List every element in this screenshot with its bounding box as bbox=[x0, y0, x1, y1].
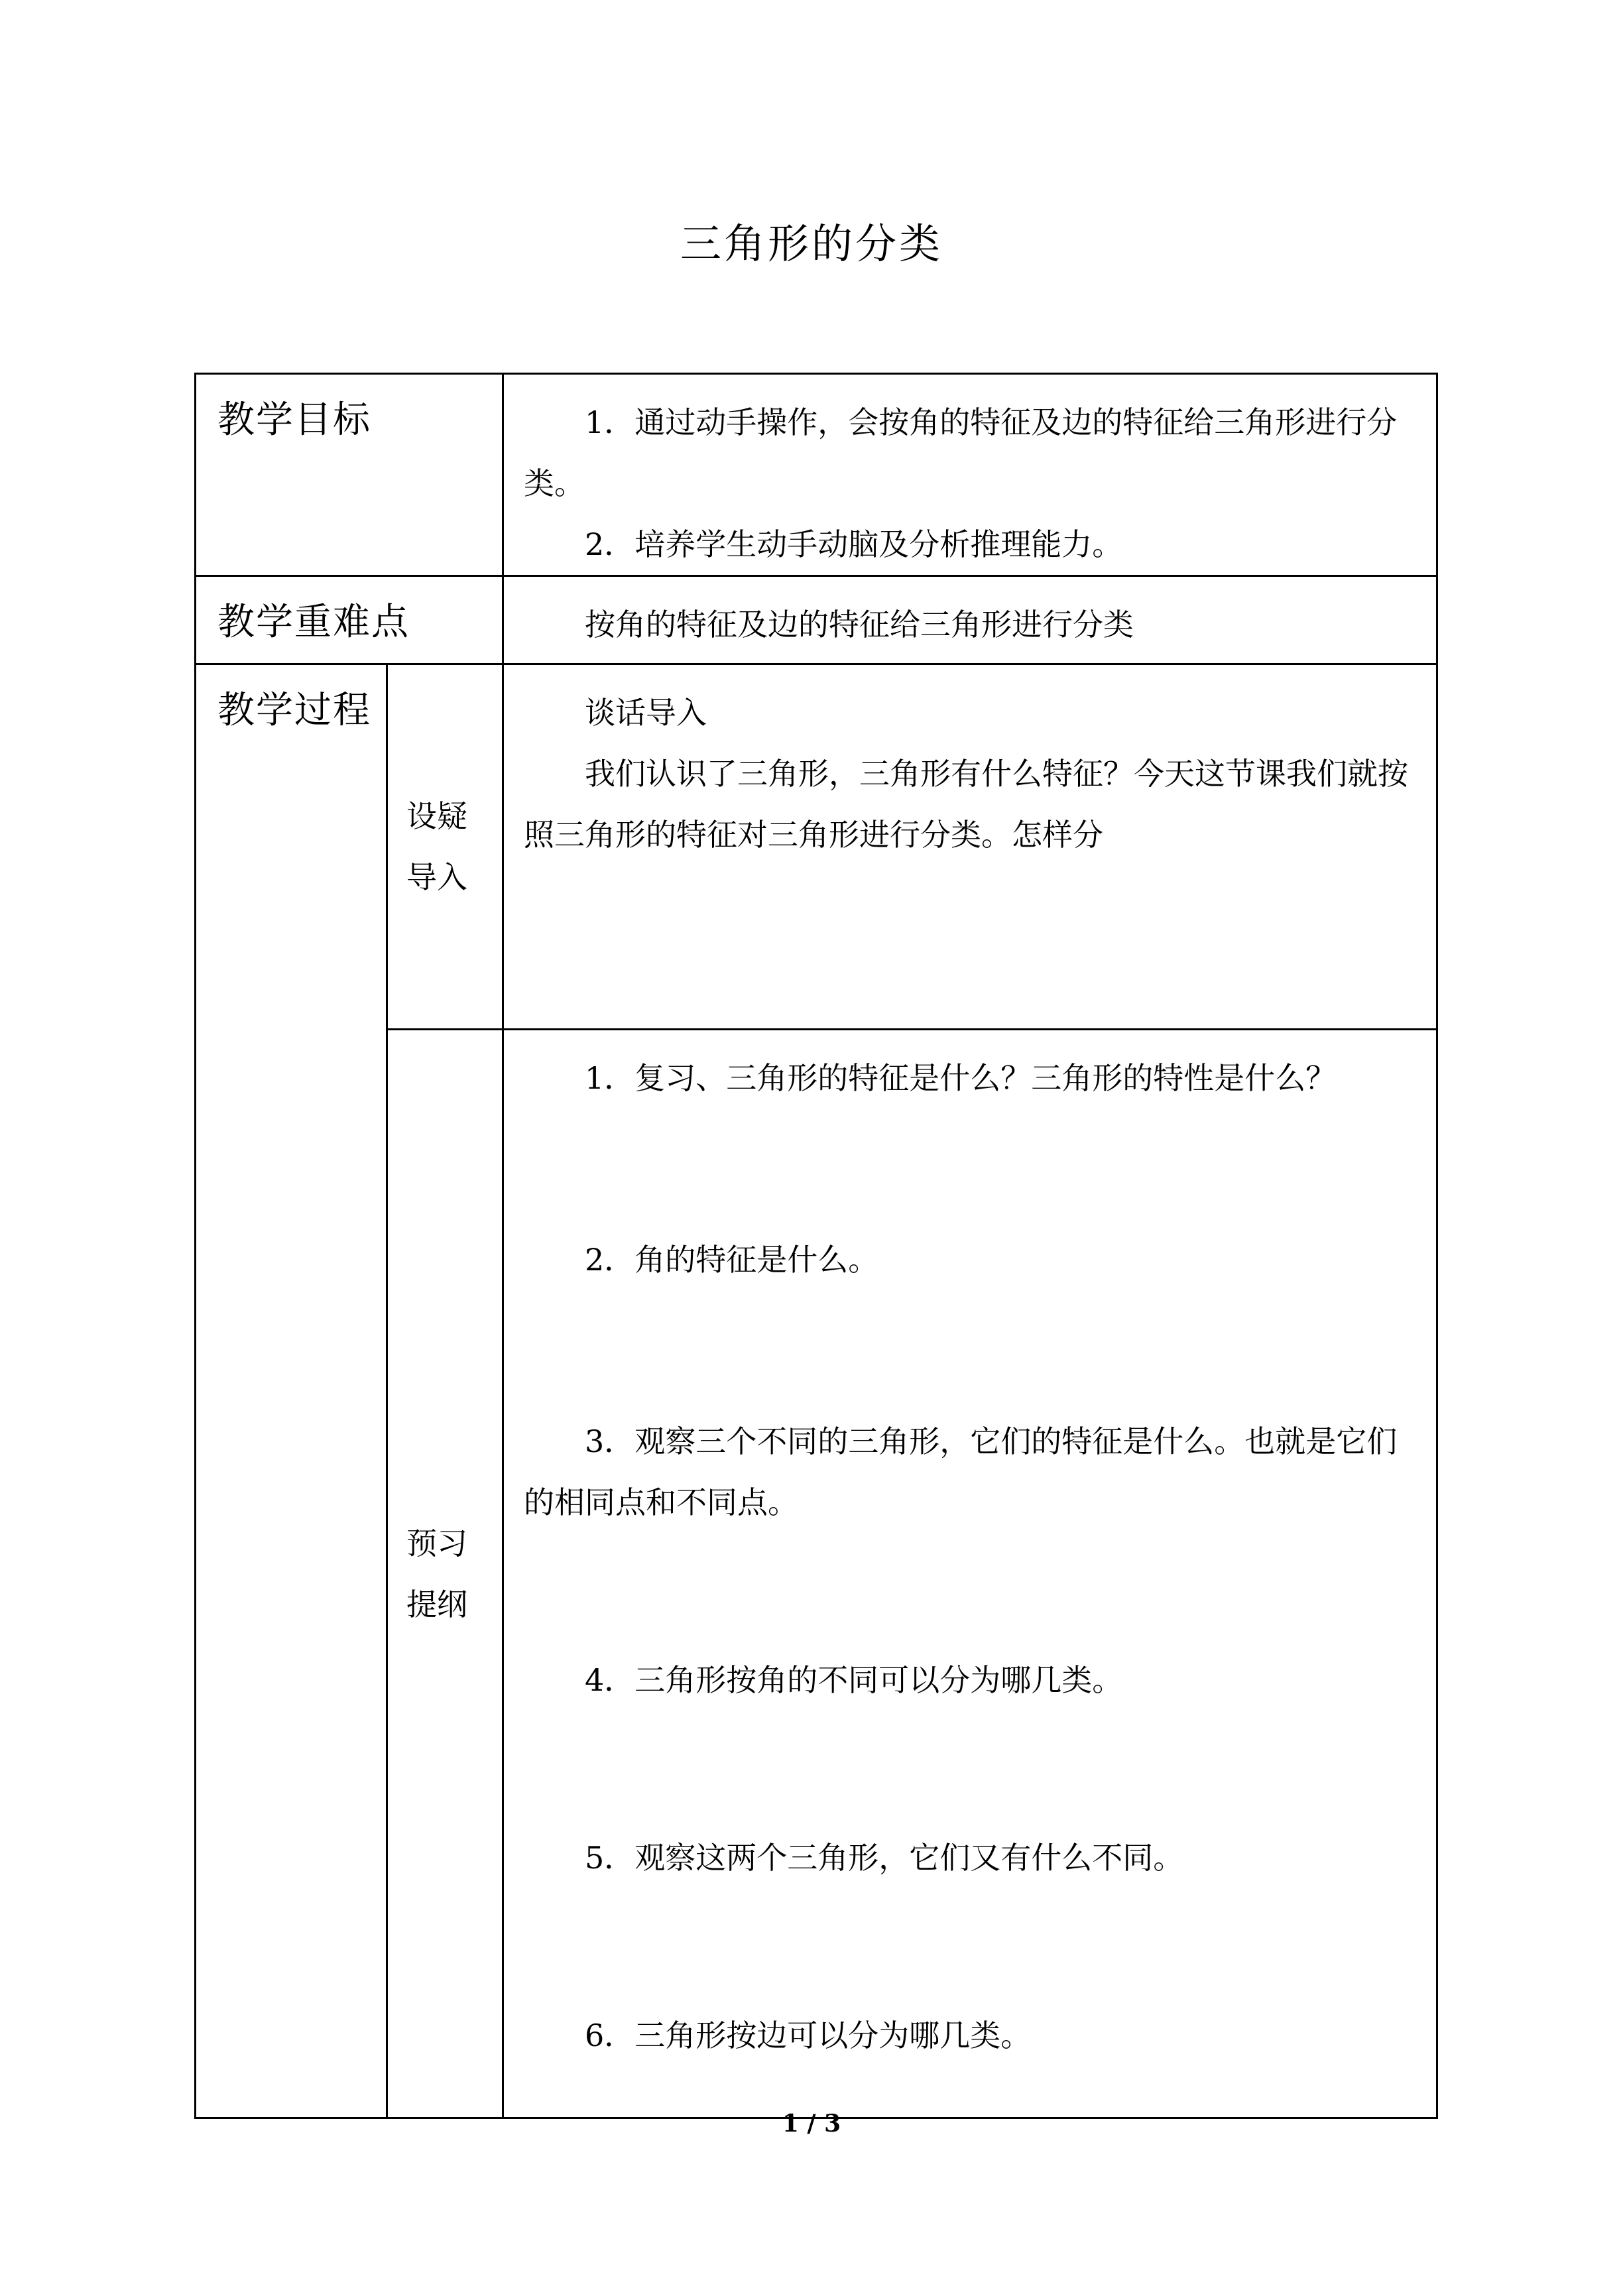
goals-content-cell bbox=[503, 374, 1437, 576]
intro-text: 我们认识了三角形，三角形有什么特征？今天这节课我们就按照三角形的特征对三角形进行分类。怎样分 bbox=[524, 756, 1408, 853]
document-title: 三角形的分类 bbox=[680, 219, 943, 268]
intro-label-cell bbox=[387, 664, 503, 1030]
outline-item: 1．复习、三角形的特征是什么？三角形的特性是什么？ bbox=[585, 1060, 1337, 1096]
key-points-content-cell bbox=[503, 576, 1437, 664]
outline-label-line: 提纲 bbox=[406, 1586, 467, 1622]
outline-item: 6．三角形按边可以分为哪几类。 bbox=[585, 2018, 1032, 2053]
intro-label-line: 设疑 bbox=[406, 798, 467, 834]
intro-label bbox=[388, 786, 502, 908]
key-points-label-cell bbox=[196, 576, 503, 664]
outline-item: 4．三角形按角的不同可以分为哪几类。 bbox=[585, 1662, 1123, 1698]
outline-label bbox=[388, 1513, 502, 1635]
outline-item: 3．观察三个不同的三角形，它们的特征是什么。也就是它们的相同点和不同点。 bbox=[524, 1423, 1398, 1520]
outline-content-cell bbox=[503, 1030, 1437, 2118]
goals-row bbox=[196, 374, 1437, 576]
key-points-text: 按角的特征及边的特征给三角形进行分类 bbox=[585, 607, 1134, 642]
outline-item: 5．观察这两个三角形，它们又有什么不同。 bbox=[585, 1840, 1184, 1876]
intro-content-cell bbox=[503, 664, 1437, 1030]
goal-item: 1．通过动手操作，会按角的特征及边的特征给三角形进行分类。 bbox=[524, 404, 1398, 501]
goals-label: 教学目标 bbox=[217, 398, 371, 442]
page-number: 1 / 3 bbox=[782, 2110, 841, 2138]
outline-label-line: 预习 bbox=[406, 1525, 467, 1561]
key-points-label: 教学重难点 bbox=[217, 601, 410, 644]
process-label-cell bbox=[196, 664, 387, 2118]
intro-heading: 谈话导入 bbox=[585, 695, 707, 731]
goals-label-cell bbox=[196, 374, 503, 576]
outline-label-cell bbox=[387, 1030, 503, 2118]
intro-row bbox=[196, 664, 1437, 1030]
key-points-row bbox=[196, 576, 1437, 664]
outline-item: 2．角的特征是什么。 bbox=[585, 1242, 879, 1278]
intro-label-line: 导入 bbox=[406, 859, 467, 895]
process-label: 教学过程 bbox=[217, 689, 371, 732]
lesson-plan-table bbox=[194, 373, 1438, 2119]
goal-item: 2．培养学生动手动脑及分析推理能力。 bbox=[585, 526, 1123, 562]
